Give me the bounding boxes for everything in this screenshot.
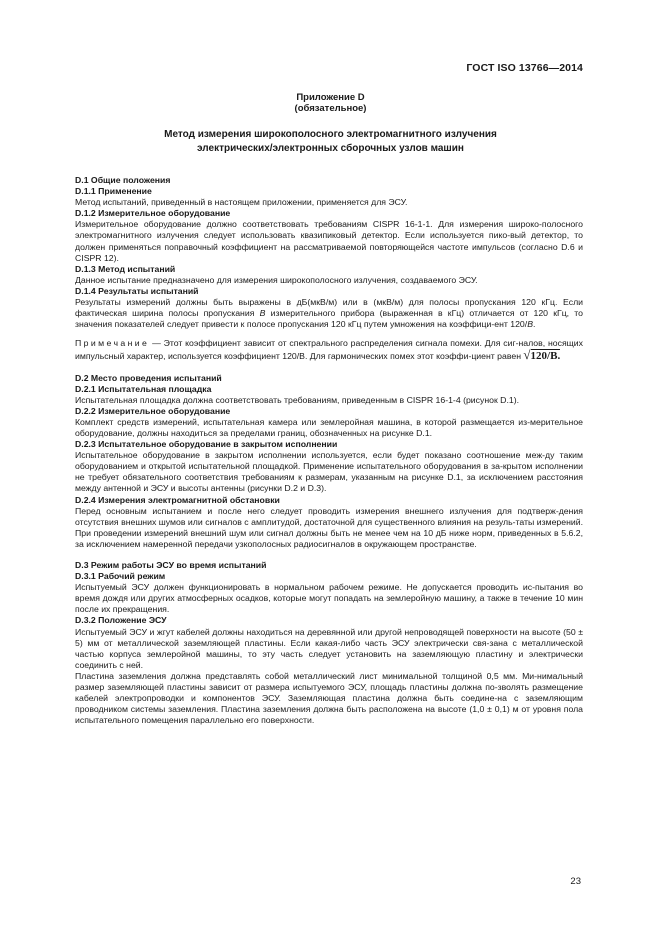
annex-title-line-1: Метод измерения широкополосного электромагнитного излучения xyxy=(164,129,497,140)
section-heading-d13: D.1.3 Метод испытаний xyxy=(75,263,176,274)
section-heading-d2: D.2 Место проведения испытаний xyxy=(75,372,222,383)
section-heading-d22: D.2.2 Измерительное оборудование xyxy=(75,405,231,416)
section-heading-d23: D.2.3 Испытательное оборудование в закрытом исполнении xyxy=(75,439,338,450)
bandwidth-symbol: B xyxy=(259,308,266,319)
note-paragraph xyxy=(75,338,583,362)
annex-heading xyxy=(0,92,661,114)
paragraph-d21: Испытательная площадка должна соответствовать требованиям, приведенным в CISPR 16-1-4 (рисунок D.1). xyxy=(75,394,520,405)
document-body xyxy=(75,175,583,726)
paragraph-d14 xyxy=(75,297,583,330)
bandwidth-symbol: B xyxy=(527,319,533,330)
annex-title-line-2: электрических/электронных сборочных узлов машин xyxy=(197,143,464,154)
paragraph-d11: Метод испытаний, приведенный в настоящем приложении, применяется для ЭСУ. xyxy=(75,197,408,208)
annex-title xyxy=(0,128,661,156)
section-heading-d14: D.1.4 Результаты испытаний xyxy=(75,285,199,296)
section-heading-d1: D.1 Общие положения xyxy=(75,175,171,185)
note-text: — Этот коэффициент зависит от спектрального распределения сигнала помехи. Для сиг-налов, носящих импульсный характер, используется коэффициент 120/B. Для гармонических помех этот коэффи-циент равен xyxy=(75,338,583,362)
standard-designation: ГОСТ ISO 13766—2014 xyxy=(466,62,583,74)
section-heading-d24: D.2.4 Измерения электромагнитной обстановки xyxy=(75,494,280,505)
paragraph-d24: Перед основным испытанием и после него следует проводить измерения внешнего излучения для подтверж-дения отсутствия внешних шумов или сигналов с амплитудой, достаточной для существенного влияния на резуль-таты измерений. При проведении измерений внешний шум или сигнал должны быть не менее чем на 10 дБ ниже норм, приведенных в 5.6.2, за исключением намеренной передачи узкополосных радиосигналов в окружающем пространстве. xyxy=(75,505,583,549)
paragraph-d14-part-c: . xyxy=(532,319,536,330)
page-number: 23 xyxy=(570,876,581,887)
paragraph-d13: Данное испытание предназначено для измерения широкополосного излучения, создаваемого ЭСУ. xyxy=(75,274,478,285)
annex-label: Приложение D xyxy=(296,92,365,103)
paragraph-d32-2: Пластина заземления должна представлять собой металлический лист минимальной толщиной 0,5 мм. Ми-нимальный размер заземляющей пластины зависит от размера испытуемого ЭСУ, площадь пластины должна по-зволять размещение кабелей электропроводки и компонентов ЭСУ. Заземляющая пластина должна быть соедине-на с заземляющим проводником системы заземления. Пластина заземления должна быть расположена на высоте (1,0 ± 0,1) м от уровня пола испытательного помещения параллельно его поверхности. xyxy=(75,670,583,726)
paragraph-d14-part-b: измерительного прибора (выраженная в кГц) отличается от 120 кГц, то значения показателей следует привести к полосе пропускания 120 кГц путем умножения на коэффици-ент 120/ xyxy=(75,308,583,330)
radical-sign: √ xyxy=(523,347,531,363)
paragraph-d23: Испытательное оборудование в закрытом исполнении используется, если будет показано соотношение меж-ду таким оборудованием и открытой испытательной площадкой. Применение испытательного оборудования в за-крытом исполнении не требует обязательного соответствия требованиям к размерам, указанным на рисунке D.1, за исключением расстояния между антенной и ЭСУ и высоты антенны (рисунки D.2 и D.3). xyxy=(75,450,583,494)
section-heading-d11: D.1.1 Применение xyxy=(75,186,152,197)
note-label: Примечание xyxy=(75,338,150,349)
section-heading-d31: D.3.1 Рабочий режим xyxy=(75,571,166,582)
paragraph-d12: Измерительное оборудование должно соответствовать требованиям CISPR 16-1-1. Для измерения широко-полосного электромагнитного излучения следует использовать квазипиковый детектор. Если используется пико-вый детектор, то должен применяться поправочный коэффициент на рассматриваемой повторяющейся частоте импульсов (согласно D.6 и CISPR 12). xyxy=(75,219,583,263)
section-heading-d3: D.3 Режим работы ЭСУ во время испытаний xyxy=(75,560,267,570)
paragraph-d31: Испытуемый ЭСУ должен функционировать в нормальном рабочем режиме. Не допускается проводить ис-пытания во время дождя или других атмосферных осадков, которые могут попадать на землеройную машину, а также в течение 10 мин после их прекращения. xyxy=(75,582,583,615)
paragraph-d14-part-a: Результаты измерений должны быть выражены в дБ(мкВ/м) или в (мкВ/м) для полосы пропускания 120 кГц. Если фактическая ширина полосы пропускания xyxy=(75,297,583,319)
formula-radicand: 120/B. xyxy=(530,350,561,363)
paragraph-d22: Комплект средств измерений, испытательная камера или землеройная машина, в которой размещается из-мерительное оборудование, должны находиться за пределами границ, обозначенных на рисунке D.1. xyxy=(75,416,583,438)
sqrt-formula xyxy=(523,347,561,363)
annex-status: (обязательное) xyxy=(294,103,367,114)
paragraph-d32-1: Испытуемый ЭСУ и жгут кабелей должны находиться на деревянной или другой непроводящей поверхности на высоте (50 ± 5) мм от металлической заземляющей пластины. Если какая-либо часть ЭСУ электрически свя-зана с металлической частью корпуса землеройной машины, то эту часть следует установить на заземляющую пластину и электрически соединить с ней. xyxy=(75,626,583,670)
section-heading-d12: D.1.2 Измерительное оборудование xyxy=(75,208,231,219)
section-heading-d32: D.3.2 Положение ЭСУ xyxy=(75,615,167,626)
section-heading-d21: D.2.1 Испытательная площадка xyxy=(75,383,212,394)
